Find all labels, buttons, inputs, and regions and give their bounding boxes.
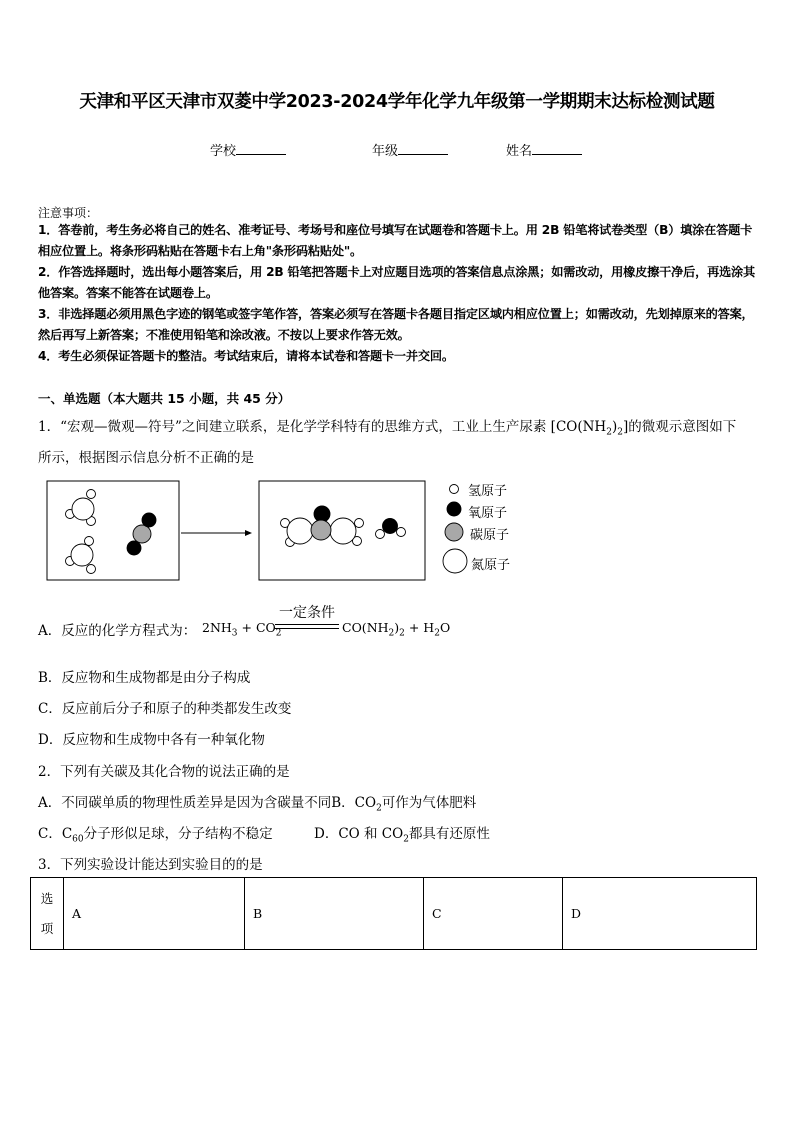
- q1-option-b: B．反应物和生成物都是由分子构成: [38, 670, 251, 686]
- legend-carbon: 碳原子: [470, 528, 510, 543]
- page-title: 天津和平区天津市双菱中学2023-2024学年化学九年级第一学期期末达标检测试题: [79, 92, 715, 112]
- school-field: [210, 140, 286, 159]
- carbon-legend-icon: [445, 523, 463, 541]
- note-item: 1．答卷前，考生务必将自己的姓名、准考证号、考场号和座位号填写在试题卷和答题卡上。用 2B 铅笔将试卷类型（B）填涂在答题卡相应位置上。将条形码粘贴在答题卡右上角"条形码粘贴处"。: [38, 223, 753, 258]
- name-field: [506, 140, 582, 159]
- q1-stem: 1．“宏观—微观—符号”之间建立联系，是化学学科特有的思维方式，工业上生产尿素 $[CO(NH_2)_2]$的微观示意图如下: [38, 419, 737, 438]
- legend-nitrogen: 氮原子: [471, 558, 511, 573]
- co2-molecule: [127, 513, 156, 555]
- note-item: 3．非选择题必须用黑色字迹的钢笔或签字笔作答，答案必须写在答题卡各题目指定区域内相应位置上；如需改动，先划掉原来的答案，然后再写上新答案；不准使用铅笔和涂改液。不按以上要求作答无效。: [38, 307, 754, 342]
- nh3-molecule: [66, 537, 96, 574]
- q1-equation-rhs: $CO(NH_2)_2 + H_2O$: [342, 620, 451, 639]
- q1-equation-condition: 一定条件: [279, 605, 335, 621]
- q3-table: [30, 877, 757, 950]
- grade-field: [372, 140, 448, 159]
- q2-option-a-b: A．不同碳单质的物理性质差异是因为含碳量不同B．$CO_2$可作为气体肥料: [38, 795, 477, 814]
- q1-option-d: D．反应物和生成物中各有一种氧化物: [38, 732, 265, 748]
- hydrogen-legend-icon: [450, 485, 459, 494]
- name-blank: [532, 142, 582, 155]
- notes-title: 注意事项：: [38, 206, 99, 220]
- table-cell-c: C: [424, 878, 563, 950]
- q2-option-c: C．$C_{60}$分子形似足球，分子结构不稳定: [38, 826, 273, 845]
- legend-hydrogen: 氢原子: [468, 484, 508, 499]
- table-cell-d: D: [563, 878, 757, 950]
- reaction-diagram: [0, 470, 794, 590]
- water-molecule: [376, 519, 406, 539]
- oxygen-legend-icon: [447, 502, 461, 516]
- section-heading: 一、单选题（本大题共 15 小题，共 45 分）: [38, 391, 291, 406]
- grade-blank: [398, 142, 448, 155]
- equation-equals-sign: [275, 624, 339, 629]
- nitrogen-legend-icon: [443, 549, 467, 573]
- table-cell-a: A: [64, 878, 245, 950]
- q3-stem: 3．下列实验设计能达到实验目的的是: [38, 857, 263, 873]
- q2-stem: 2．下列有关碳及其化合物的说法正确的是: [38, 764, 290, 780]
- table-row: [31, 878, 757, 950]
- q2-option-d: D．CO 和 $CO_2$都具有还原性: [314, 826, 490, 845]
- q1-option-a: A．反应的化学方程式为：: [38, 623, 197, 639]
- school-blank: [236, 142, 286, 155]
- school-label: 学校: [210, 144, 237, 159]
- table-header-cell: 选 项: [31, 878, 64, 950]
- note-item: 2．作答选择题时，选出每小题答案后，用 2B 铅笔把答题卡上对应题目选项的答案信息点涂黑；如需改动，用橡皮擦干净后，再选涂其他答案。答案不能答在试题卷上。: [38, 265, 756, 300]
- grade-label: 年级: [372, 144, 399, 159]
- nh3-molecule: [66, 490, 96, 526]
- q1-equation-lhs: $2NH_3 + CO_2$: [202, 620, 282, 639]
- table-cell-b: B: [245, 878, 424, 950]
- name-label: 姓名: [506, 144, 533, 159]
- arrow-head: [245, 530, 252, 536]
- note-item: 4．考生必须保证答题卡的整洁。考试结束后，请将本试卷和答题卡一并交回。: [38, 349, 454, 363]
- urea-molecule: [281, 506, 364, 547]
- legend-oxygen: 氧原子: [468, 506, 508, 521]
- q1-stem-line2: 所示，根据图示信息分析不正确的是: [38, 450, 254, 466]
- reactants-box: [47, 481, 179, 580]
- q1-option-c: C．反应前后分子和原子的种类都发生改变: [38, 701, 292, 717]
